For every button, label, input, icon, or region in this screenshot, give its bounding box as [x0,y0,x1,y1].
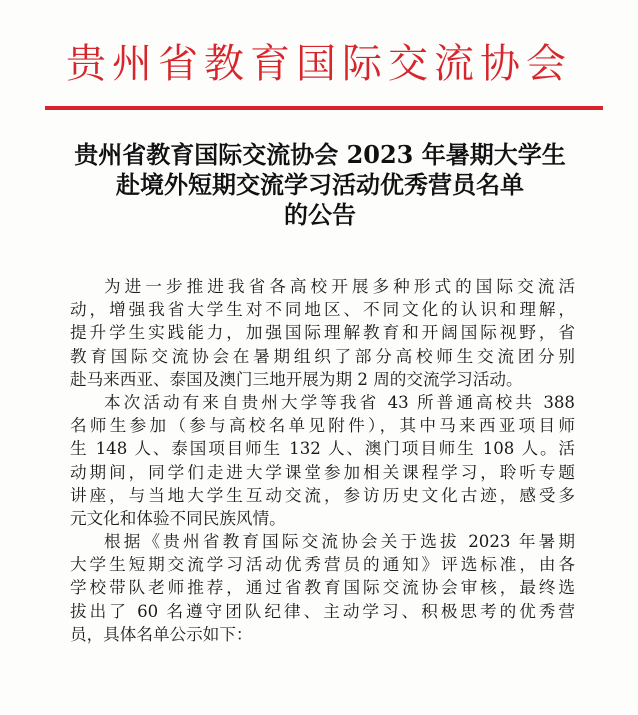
body-line: 名师生参加（参与高校名单见附件），其中马来西亚项目师 [70,416,575,436]
organization-letterhead: 贵州省教育国际交流协会 [66,41,572,87]
paragraph-3 [70,530,575,646]
body-line: 教育国际交流协会在暑期组织了部分高校师生交流团分别 [70,346,575,366]
body-line: 动期间，同学们走进大学课堂参加相关课程学习，聆听专题 [70,462,575,482]
body-line: 赴马来西亚、泰国及澳门三地开展为期 2 周的交流学习活动。 [70,369,523,389]
body-line: 动，增强我省大学生对不同地区、不同文化的认识和理解， [70,300,575,320]
body-line: 元文化和体验不同民族风情。 [70,508,286,528]
title-line: 赴境外短期交流学习活动优秀营员名单 [116,170,524,199]
body-line: 大学生短期交流学习活动优秀营员的通知》评选标准，由各 [70,555,575,575]
body-line: 讲座，与当地大学生互动交流，参访历史文化古迹，感受多 [70,485,575,505]
title-line: 贵州省教育国际交流协会 2023 年暑期大学生 [74,140,566,169]
body-line: 员，具体名单公示如下： [70,624,253,644]
title-line: 的公告 [284,200,356,229]
document-body [70,275,575,646]
body-line: 生 148 人、泰国项目师生 132 人、澳门项目师生 108 人。活 [70,439,575,459]
body-line: 根据《贵州省教育国际交流协会关于选拔 2023 年暑期 [104,532,575,552]
body-line: 拔出了 60 名遵守团队纪律、主动学习、积极思考的优秀营 [70,601,575,621]
body-line: 为进一步推进我省各高校开展多种形式的国际交流活 [104,277,575,296]
letterhead-divider [45,106,603,110]
body-line: 提升学生实践能力，加强国际理解教育和开阔国际视野，省 [70,323,575,343]
body-line: 学校带队老师推荐，通过省教育国际交流协会审核，最终选 [70,578,575,598]
paragraph-2 [70,391,575,530]
body-line: 本次活动有来自贵州大学等我省 43 所普通高校共 388 [104,392,575,412]
paragraph-1 [70,275,575,391]
document-title [40,140,600,230]
